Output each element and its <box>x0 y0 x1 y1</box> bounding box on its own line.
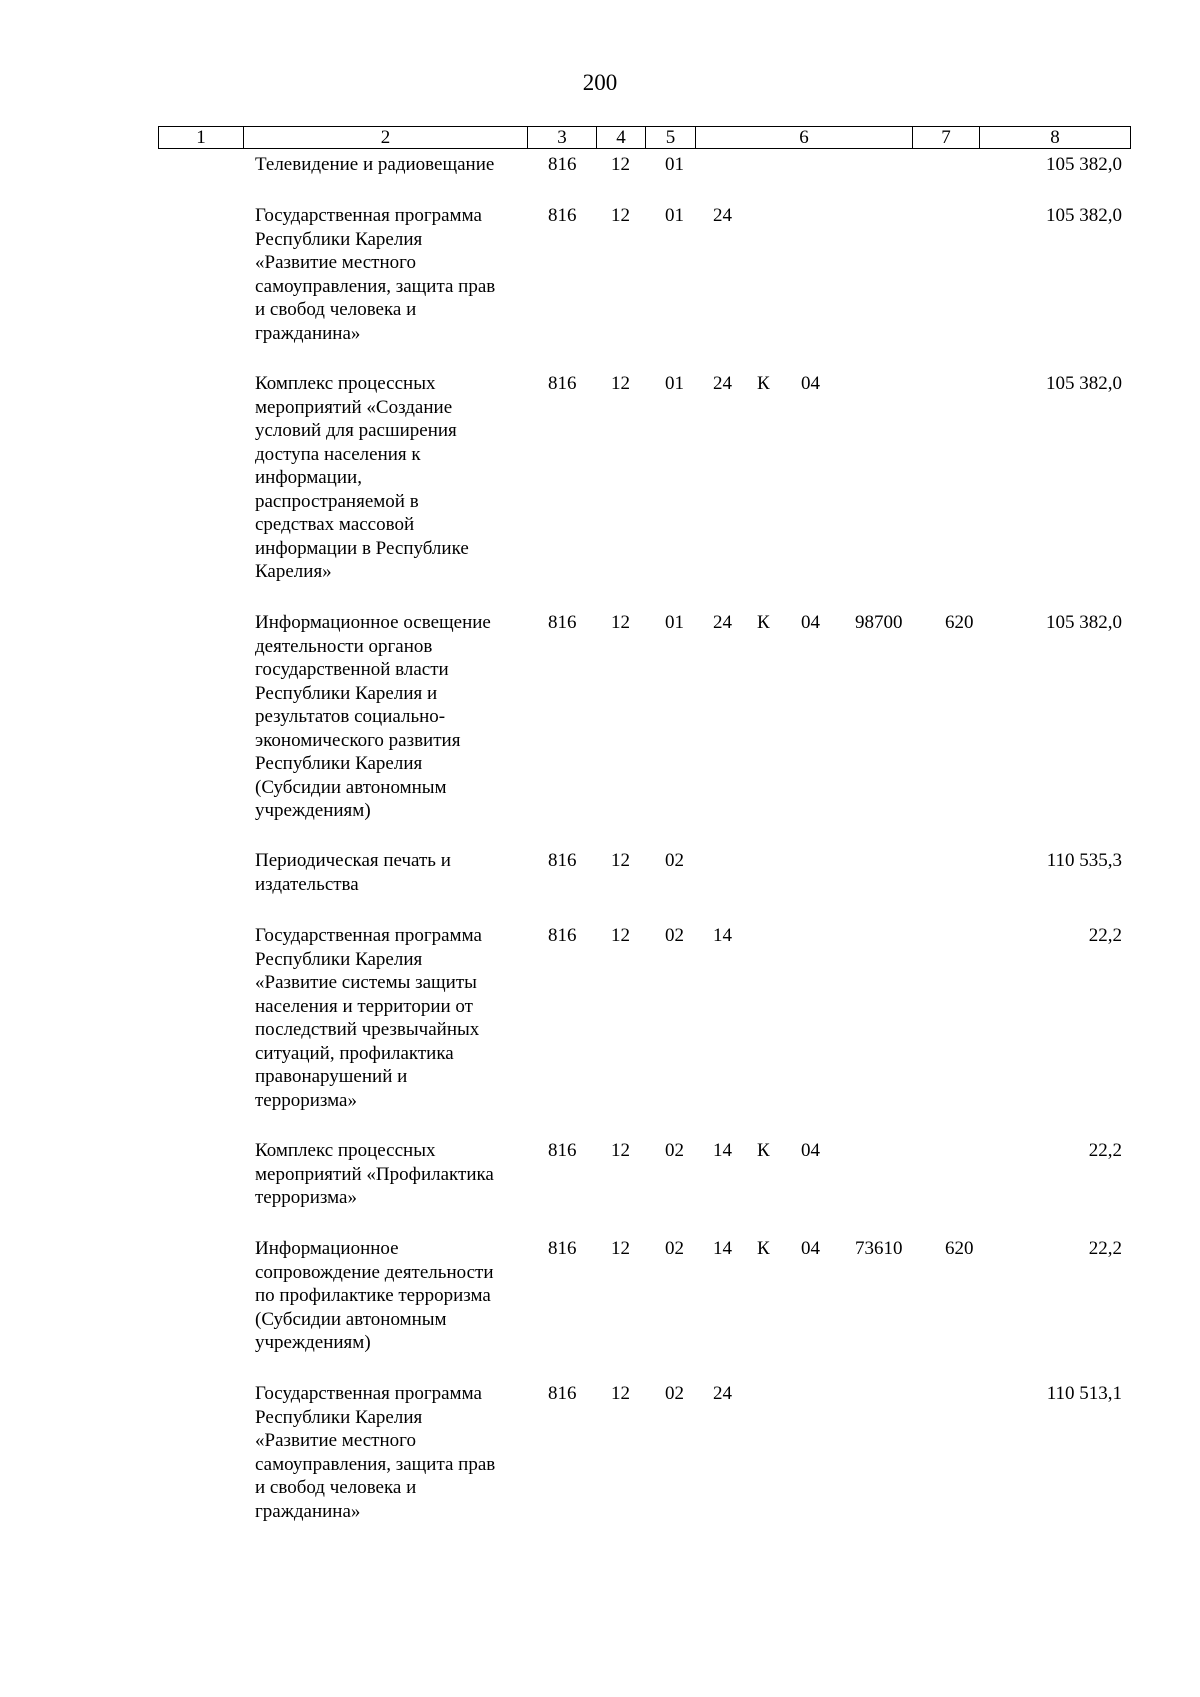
row-col-6-program: 24 <box>713 1383 732 1404</box>
row-col-3: 816 <box>548 373 577 394</box>
row-col-3: 816 <box>548 612 577 633</box>
row-name: Информационное сопровождение деятельности по профилактике терроризма (Субсидии автономным учреждениям) <box>255 1238 494 1353</box>
row-col-8: 105 382,0 <box>1046 205 1122 226</box>
row-col-6-element: 04 <box>801 1140 820 1161</box>
row-col-5: 02 <box>665 1140 684 1161</box>
row-col-8: 22,2 <box>1088 925 1122 946</box>
row-col-4: 12 <box>611 1140 630 1161</box>
header-col-1: 1 <box>159 127 244 148</box>
row-col-4: 12 <box>611 1238 630 1259</box>
row-col-8: 110 513,1 <box>1046 1383 1122 1404</box>
row-col-6-program: 14 <box>713 1238 732 1259</box>
header-col-7: 7 <box>913 127 980 148</box>
row-col-3: 816 <box>548 205 577 226</box>
row-col-3: 816 <box>548 925 577 946</box>
row-col-8: 110 535,3 <box>1046 850 1122 871</box>
row-col-6-program: 24 <box>713 612 732 633</box>
row-name: Государственная программа Республики Карелия «Развитие местного самоуправления, защита прав и свобод человека и гражданина» <box>255 1383 496 1522</box>
row-col-5: 01 <box>665 612 684 633</box>
row-col-6-program: 24 <box>713 205 732 226</box>
row-col-5: 01 <box>665 154 684 175</box>
row-col-6-type: К <box>757 373 770 394</box>
row-col-5: 02 <box>665 1383 684 1404</box>
row-col-3: 816 <box>548 1140 577 1161</box>
header-col-4: 4 <box>597 127 646 148</box>
row-col-6-direction: 98700 <box>855 612 903 633</box>
row-col-4: 12 <box>611 373 630 394</box>
row-name: Периодическая печать и издательства <box>255 850 451 895</box>
row-col-8: 105 382,0 <box>1046 373 1122 394</box>
row-col-3: 816 <box>548 850 577 871</box>
header-col-5: 5 <box>646 127 696 148</box>
row-col-4: 12 <box>611 154 630 175</box>
row-name: Телевидение и радиовещание <box>255 154 495 175</box>
row-col-6-program: 14 <box>713 1140 732 1161</box>
row-name: Информационное освещение деятельности органов государственной власти Республики Карелия и результатов социально- экономического развития Республики Карелия (Субсидии автономным учреждениям) <box>255 612 491 821</box>
row-col-5: 01 <box>665 205 684 226</box>
row-col-6-type: К <box>757 612 770 633</box>
row-name: Государственная программа Республики Карелия «Развитие системы защиты населения и территории от последствий чрезвычайных ситуаций, профилактика правонарушений и терроризма» <box>255 925 482 1111</box>
row-col-6-direction: 73610 <box>855 1238 903 1259</box>
row-col-8: 105 382,0 <box>1046 154 1122 175</box>
row-col-8: 22,2 <box>1088 1238 1122 1259</box>
row-col-4: 12 <box>611 1383 630 1404</box>
row-col-4: 12 <box>611 612 630 633</box>
row-col-4: 12 <box>611 925 630 946</box>
row-col-7: 620 <box>945 612 974 633</box>
row-col-5: 01 <box>665 373 684 394</box>
row-col-8: 105 382,0 <box>1046 612 1122 633</box>
row-name: Государственная программа Республики Карелия «Развитие местного самоуправления, защита прав и свобод человека и гражданина» <box>255 205 496 344</box>
header-col-2: 2 <box>244 127 528 148</box>
row-col-7: 620 <box>945 1238 974 1259</box>
row-name: Комплекс процессных мероприятий «Профилактика терроризма» <box>255 1140 494 1208</box>
row-col-4: 12 <box>611 850 630 871</box>
row-col-5: 02 <box>665 1238 684 1259</box>
row-col-8: 22,2 <box>1088 1140 1122 1161</box>
row-col-6-program: 24 <box>713 373 732 394</box>
row-name: Комплекс процессных мероприятий «Создание условий для расширения доступа населения к информации, распространяемой в средствах массовой информации в Республике Карелия» <box>255 373 469 582</box>
row-col-5: 02 <box>665 925 684 946</box>
header-col-8: 8 <box>1050 127 1060 148</box>
row-col-6-element: 04 <box>801 612 820 633</box>
row-col-3: 816 <box>548 1238 577 1259</box>
row-col-3: 816 <box>548 1383 577 1404</box>
header-col-3: 3 <box>528 127 597 148</box>
row-col-6-type: К <box>757 1140 770 1161</box>
page-number: 200 <box>582 70 618 95</box>
row-col-4: 12 <box>611 205 630 226</box>
row-col-5: 02 <box>665 850 684 871</box>
row-col-6-element: 04 <box>801 373 820 394</box>
row-col-6-program: 14 <box>713 925 732 946</box>
row-col-6-type: К <box>757 1238 770 1259</box>
row-col-6-element: 04 <box>801 1238 820 1259</box>
row-col-3: 816 <box>548 154 577 175</box>
header-col-6: 6 <box>696 127 913 148</box>
table-header-row <box>158 126 1131 149</box>
